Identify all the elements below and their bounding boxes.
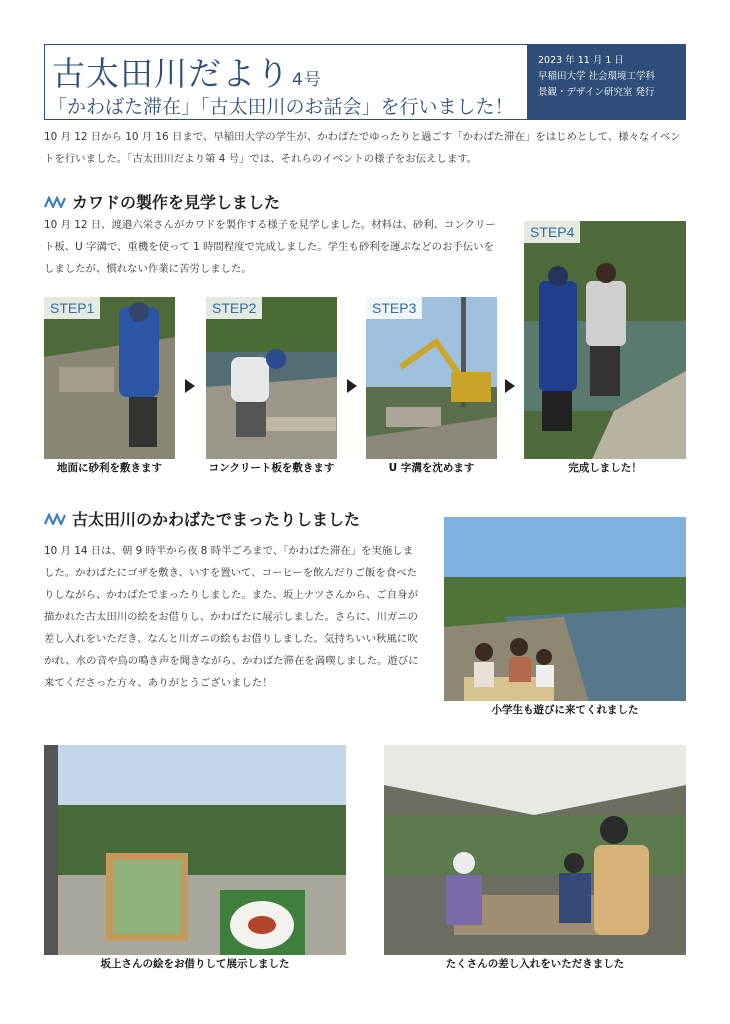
step1-caption: 地面に砂利を敷きます <box>44 459 175 477</box>
header-info-panel <box>527 44 686 120</box>
wave-icon <box>44 196 66 208</box>
step2-caption: コンクリート板を敷きます <box>206 459 337 477</box>
food-caption: たくさんの差し入れをいただきました <box>384 955 686 973</box>
step2-badge: STEP2 <box>206 297 262 319</box>
issue-date: 2023 年 11 月 1 日 <box>538 55 624 66</box>
issue-number: 4号 <box>292 70 322 90</box>
step1-photo <box>44 297 175 477</box>
arrow-icon <box>185 379 195 393</box>
section1-body: 10 月 12 日、渡邉六栄さんがカワドを製作する様子を見学しました。材料は、砂利、コンクリート板、U 字溝で、重機を使って 1 時間程度で完成しました。学生も砂利を運ぶなどのお手伝いをしましたが、慣れない作業に苦労しました。 <box>44 219 496 275</box>
step3-badge: STEP3 <box>366 297 422 319</box>
section2-title: 古太田川のかわばたでまったりしました <box>72 510 361 529</box>
step4-badge: STEP4 <box>524 221 580 243</box>
children-photo <box>444 517 686 719</box>
children-caption: 小学生も遊びに来てくれました <box>444 701 686 719</box>
step3-caption: U 字溝を沈めます <box>366 459 497 477</box>
section1-title: カワドの製作を見学しました <box>72 193 281 212</box>
step1-image <box>44 297 175 477</box>
step4-photo <box>524 221 686 477</box>
step4-caption: 完成しました！ <box>524 459 686 477</box>
step2-image <box>206 297 337 477</box>
arrow-icon <box>347 379 357 393</box>
section1-heading <box>44 190 280 213</box>
newsletter-title: 古太田川だより 4号 <box>52 54 322 93</box>
step3-image <box>366 297 497 477</box>
publisher-lab: 景観・デザイン研究室 発行 <box>538 87 655 98</box>
step4-image <box>524 221 686 477</box>
arrow-icon <box>505 379 515 393</box>
food-image <box>384 745 686 973</box>
wave-icon <box>44 513 66 525</box>
newsletter-subtitle: 「かわばた滞在」「古太田川のお話会」を行いました！ <box>48 96 514 118</box>
section2-body: 10 月 14 日は、朝 9 時半から夜 8 時半ごろまで、「かわばた滞在」を実施しました。かわばたにゴザを敷き、いすを置いて、コーヒーを飲んだりご飯を食べたりしながら、かわばたでまったりしました。また、坂上ナツさんから、ご自身が描かれた古太田川の絵をお借りし、かわばたに展示しました。さらに、川ガニの差し入れをいただき、なんと川ガニの絵もお借りしました。気持ちいい秋風に吹かれ、水の音や鳥の鳴き声を聞きながら、かわばた滞在を満喫しました。遊びに来てくださった方々、ありがとうございました！ <box>44 545 419 689</box>
intro-text: 10 月 12 日から 10 月 16 日まで、早稲田大学の学生が、かわばたでゆったりと過ごす「かわばた滞在」をはじめとして、様々なイベントを行いました。「古太田川だより第 4 号」では、それらのイベントの様子をお伝えします。 <box>44 131 681 165</box>
painting-photo <box>44 745 346 973</box>
painting-caption: 坂上さんの絵をお借りして展示しました <box>44 955 346 973</box>
children-image <box>444 517 686 719</box>
painting-image <box>44 745 346 973</box>
step2-photo <box>206 297 337 477</box>
step3-photo <box>366 297 497 477</box>
food-photo <box>384 745 686 973</box>
section2-heading <box>44 507 360 530</box>
publisher-dept: 早稲田大学 社会環境工学科 <box>538 71 656 82</box>
step1-badge: STEP1 <box>44 297 100 319</box>
